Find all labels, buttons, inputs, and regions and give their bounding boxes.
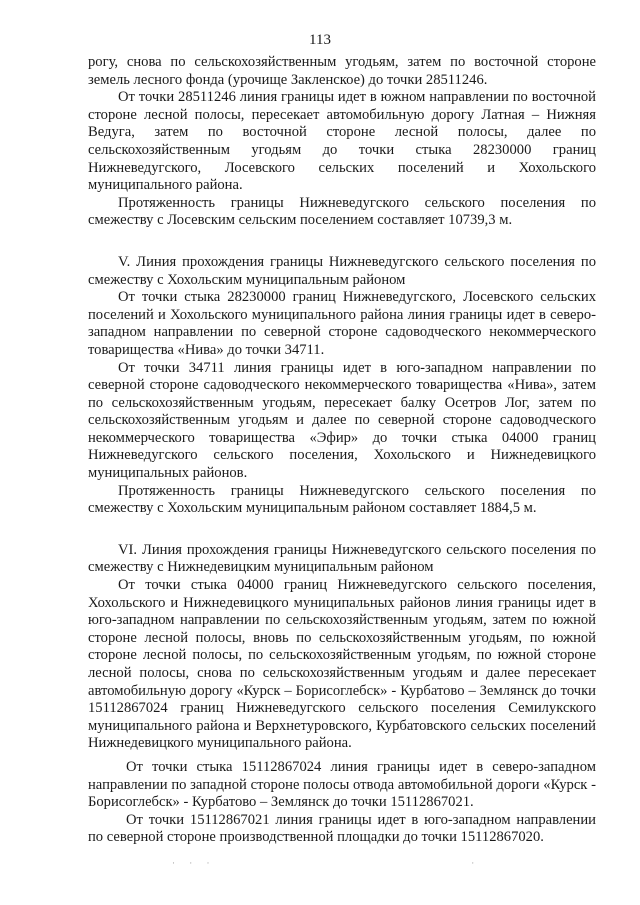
paragraph: От точки 15112867021 линия границы идет в юго-западном направлении по северной стороне производственной площадки до точки 15112867020. <box>88 811 596 846</box>
paragraph: От точки стыка 04000 границ Нижневедугского сельского поселения, Хохольского и Нижнедевицкого муниципальных районов линия границы идет в юго-западном направлении по сельскохозяйственным угодьям, затем по южной стороне лесной полосы, вновь по сельскохозяйственным угодьям, по южной стороне лесной полосы, по сельскохозяйственным угодьям, по южной стороне лесной полосы, снова по сельскохозяйственным угодьям и далее пересекает автомобильную дорогу «Курск – Борисоглебск» - Курбатово – Землянск до точки 15112867024 границ Нижневедугского сельского поселения Семилукского муниципального района и Верхнетуровского, Курбатовского сельских поселений Нижнедевицкого муниципального района. <box>88 577 596 752</box>
paragraph: От точки стыка 28230000 границ Нижневедугского, Лосевского сельских поселений и Хохольского муниципального района линия границы идет в северо-западном направлении по северной стороне садоводческого некоммерческого товарищества «Нива» до точки 34711. <box>88 289 596 358</box>
document-body <box>88 54 596 847</box>
paragraph: Протяженность границы Нижневедугского сельского поселения по смежеству с Хохольским муниципальным районом составляет 1884,5 м. <box>88 482 596 517</box>
scan-artifact: · · · · <box>172 858 481 868</box>
section-heading-vi: VI. Линия прохождения границы Нижневедугского сельского поселения по смежеству с Нижнедевицким муниципальным районом <box>88 541 596 576</box>
page-number: 113 <box>309 32 331 48</box>
paragraph-continuation: рогу, снова по сельскохозяйственным угодьям, затем по восточной стороне земель лесного фонда (урочище Закленское) до точки 28511246. <box>88 54 596 88</box>
paragraph: От точки стыка 15112867024 линия границы идет в северо-западном направлении по западной стороне полосы отвода автомобильной дороги «Курск - Борисоглебск» - Курбатово – Землянск до точки 15112867021. <box>88 758 596 811</box>
paragraph: От точки 34711 линия границы идет в юго-западном направлении по северной стороне садоводческого некоммерческого товарищества «Нива», затем по сельскохозяйственным угодьям, пересекает балку Осетров Лог, затем по сельскохозяйственным угодьям и далее по северной стороне садоводческого некоммерческого товарищества «Эфир» до точки стыка 04000 границ Нижневедугского сельского поселения, Хохольского и Нижнедевицкого муниципальных районов. <box>88 359 596 482</box>
section-heading-v: V. Линия прохождения границы Нижневедугского сельского поселения по смежеству с Хохольским муниципальным районом <box>88 253 596 288</box>
paragraph: Протяженность границы Нижневедугского сельского поселения по смежеству с Лосевским сельским поселением составляет 10739,3 м. <box>88 194 596 229</box>
paragraph: От точки 28511246 линия границы идет в южном направлении по восточной стороне лесной полосы, пересекает автомобильную дорогу Латная – Нижняя Ведуга, затем по восточной стороне лесной полосы, далее по сельскохозяйственным угодьям до точки стыка 28230000 границ Нижневедугского, Лосевского сельских поселений и Хохольского муниципального района. <box>88 89 596 194</box>
